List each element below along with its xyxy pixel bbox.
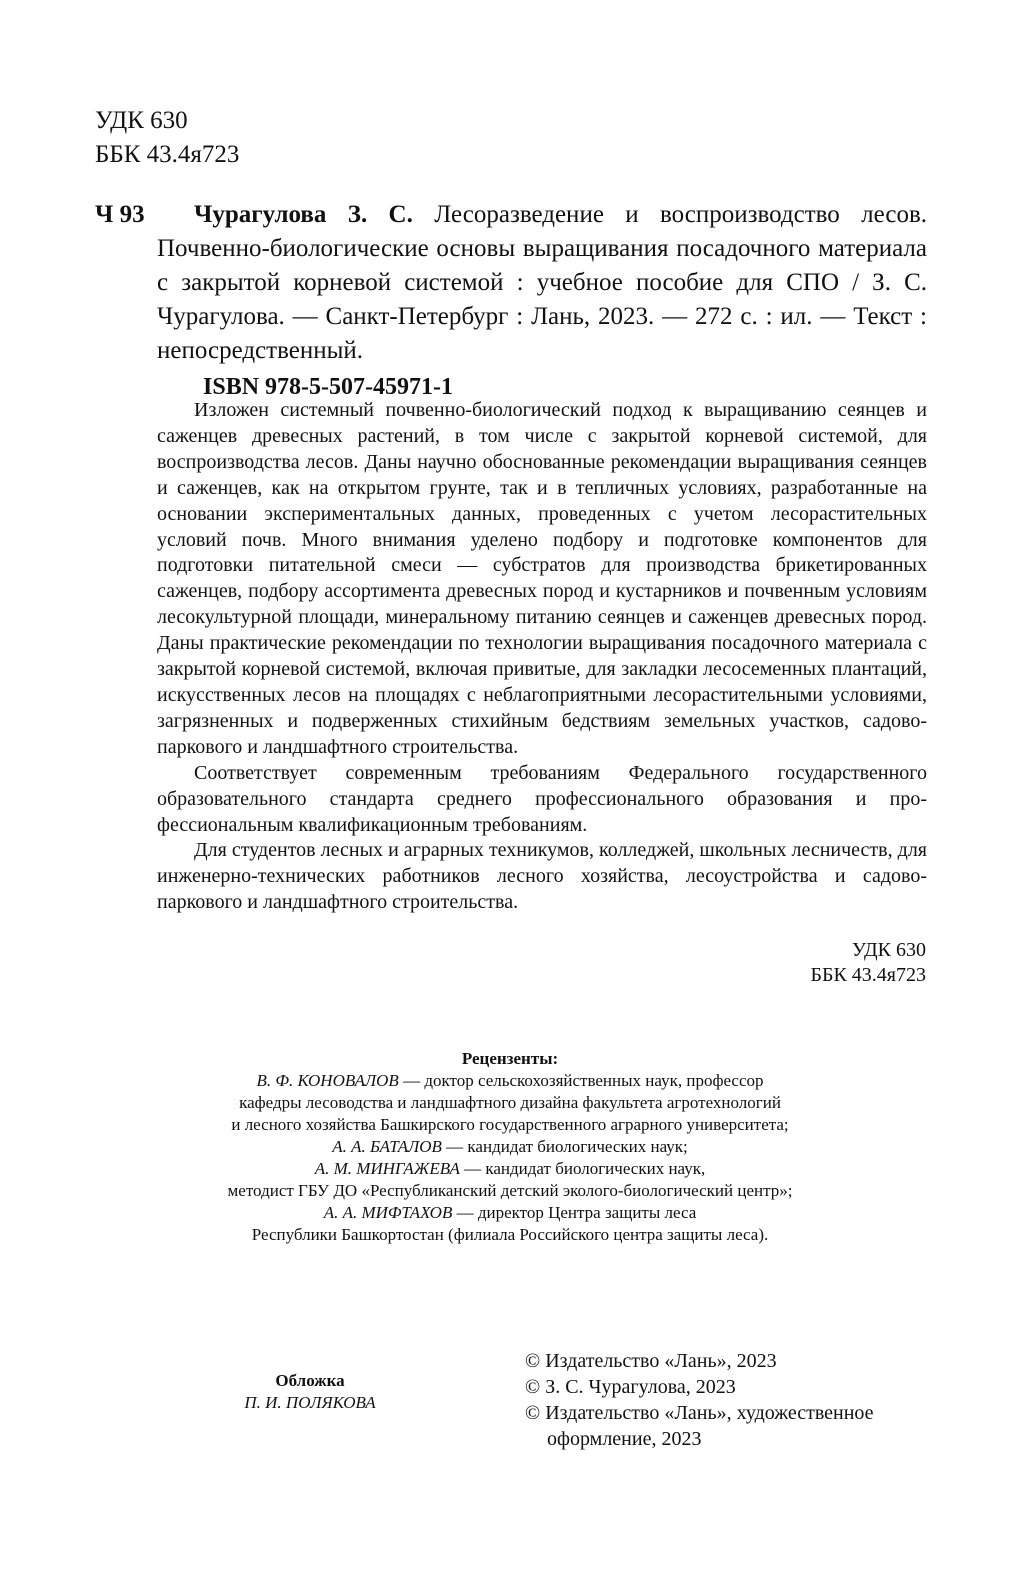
classification-codes-top	[95, 104, 239, 172]
copyright-line: © З. С. Чурагулова, 2023	[525, 1376, 736, 1398]
cover-designer: П. И. ПОЛЯКОВА	[244, 1393, 376, 1412]
classification-codes-bottom	[700, 938, 926, 988]
bibliographic-description	[157, 198, 927, 368]
abstract-paragraph: Соответствует современным требованиям Федерального государственного образовательного стандарта среднего профессионального образования и профессиональным квалификационным требованиям.	[157, 761, 927, 836]
reviewer-name: А. М. МИНГАЖЕВА	[314, 1159, 460, 1178]
reviewer-line: методист ГБУ ДО «Республиканский детский эколого-биологический центр»;	[227, 1181, 793, 1200]
author-name: Чурагулова З. С.	[194, 201, 413, 228]
reviewer-line: А. А. МИФТАХОВ — директор Центра защиты леса	[323, 1203, 697, 1222]
reviewer-name: А. А. МИФТАХОВ	[323, 1203, 453, 1222]
isbn: ISBN 978-5-507-45971-1	[203, 374, 453, 400]
abstract-paragraph: Для студентов лесных и аграрных техникумов, колледжей, школьных лесничеств, для инженерно-технических работников лесного хозяйства, лесоустройства и садово-паркового и ландшафтного строительства.	[157, 839, 927, 914]
copyright-line: © Издательство «Лань», художественное оформление, 2023	[525, 1402, 874, 1450]
copyright-line: © Издательство «Лань», 2023	[525, 1350, 777, 1372]
abstract-paragraph: Изложен системный почвенно-биологический подход к выращиванию сеянцев и саженцев древесных растений, в том числе с закрытой корневой системой, для воспроизводства лесов. Даны научно обоснованные рекомендации выращивания сеянцев и саженцев, как на открытом грунте, так и в тепличных условиях, разработанные на основании экспериментальных данных, проведенных с учетом лесорастительных условий почв. Много внимания уделено подбору и подготовке компонентов для подготовки питательной смеси — субстратов для производства брикетированных саженцев, подбору ассортимента древесных пород и кустарников и почвенным условиям лесокультурной площади, минеральному питанию сеянцев и саженцев древесных пород. Даны практические рекомендации по технологии выращивания посадочного материала с закрытой корневой системой, включая привитые, для закладки лесосеменных плантаций, искусственных лесов на площадях с неблагоприятными лесорастительными условиями, загрязненных и подверженных стихийным бедствиям земельных участков, садово-паркового и ландшафтного строительства.	[157, 399, 927, 758]
bbk-code: ББК 43.4я723	[810, 964, 926, 986]
reviewers-block	[140, 1048, 880, 1246]
reviewer-line: В. Ф. КОНОВАЛОВ — доктор сельскохозяйственных наук, профессор	[256, 1071, 764, 1090]
reviewer-line: и лесного хозяйства Башкирского государственного аграрного университета;	[231, 1115, 789, 1134]
udk-code: УДК 630	[95, 107, 188, 134]
reviewer-line: А. М. МИНГАЖЕВА — кандидат биологических наук,	[314, 1159, 706, 1178]
cover-title: Обложка	[275, 1371, 345, 1390]
reviewer-name: А. А. БАТАЛОВ	[332, 1137, 442, 1156]
udk-code: УДК 630	[851, 939, 926, 961]
reviewer-line: Республики Башкортостан (филиала Российского центра защиты леса).	[251, 1225, 769, 1244]
reviewers-title: Рецензенты:	[461, 1049, 559, 1068]
book-description: Лесоразведение и воспроизводство лесов. Почвенно-биологические основы выращивания посадочного материала с закрытой корневой системой : учебное пособие для СПО / З. С. Чурагулова. — Санкт-Петербург : Лань, 2023. — 272 с. : ил. — Текст : непосредственный.	[157, 201, 928, 364]
author-mark: Ч 93	[95, 201, 145, 228]
copyright-block	[525, 1348, 935, 1452]
abstract	[157, 398, 927, 916]
bibliographic-entry	[95, 198, 927, 368]
reviewer-line: кафедры лесоводства и ландшафтного дизайна факультета агротехнологий	[239, 1093, 781, 1112]
bbk-code: ББК 43.4я723	[95, 141, 240, 168]
reviewer-name: В. Ф. КОНОВАЛОВ	[256, 1071, 399, 1090]
reviewer-line: А. А. БАТАЛОВ — кандидат биологических наук;	[332, 1137, 688, 1156]
cover-credit	[175, 1370, 445, 1414]
